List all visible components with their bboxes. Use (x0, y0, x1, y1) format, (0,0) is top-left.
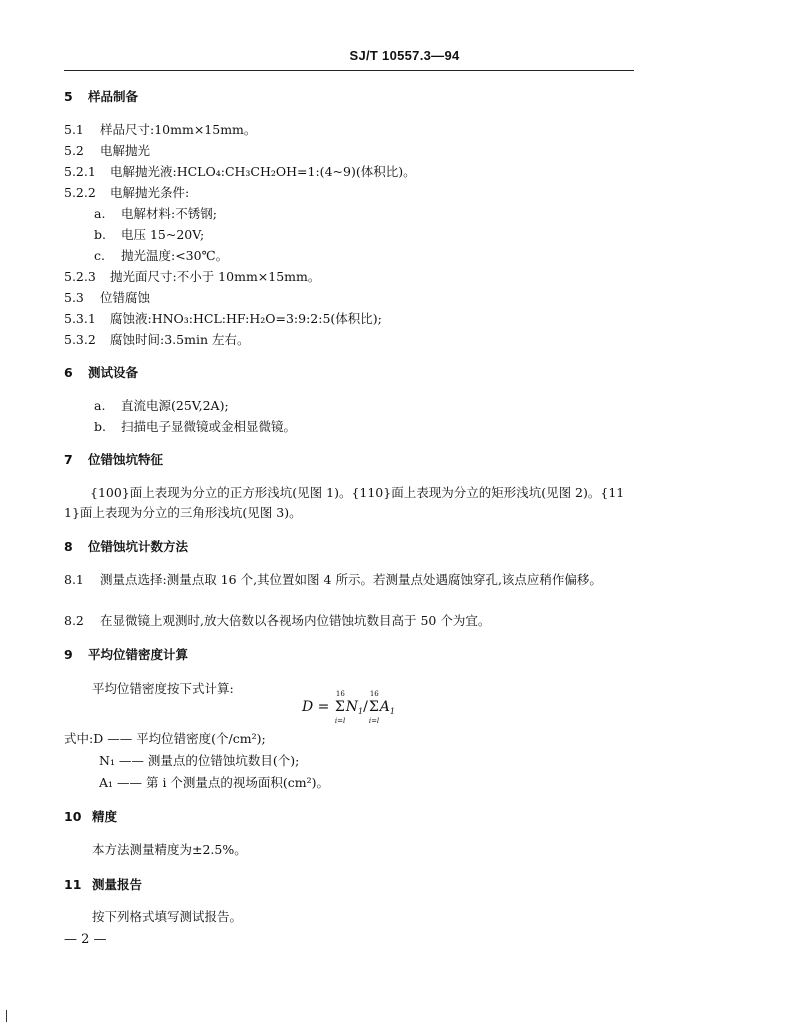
section-10-heading (64, 808, 117, 826)
clause-5-2-1 (64, 163, 416, 181)
section-8-heading (64, 538, 188, 556)
clause-number: 5.2.1 (64, 164, 96, 179)
list-item-label: a. (94, 398, 106, 413)
clause-number: 5.3 (64, 290, 84, 305)
page-number: — 2 — (64, 932, 107, 947)
formula-n-subscript: 1 (358, 707, 364, 716)
clause-text: 电解抛光条件: (110, 185, 190, 200)
section-number: 8 (64, 539, 73, 554)
clause-text: 电解抛光 (100, 143, 151, 158)
density-formula (302, 690, 395, 725)
section-title: 样品制备 (88, 89, 139, 104)
list-item-label: b. (94, 227, 106, 242)
clause-text: 抛光面尺寸:不小于 10mm×15mm。 (110, 269, 321, 284)
list-item (94, 418, 296, 436)
list-item (94, 397, 229, 415)
list-item-label: c. (94, 248, 105, 263)
formula-lhs: D = (302, 699, 334, 715)
clause-5-3-2 (64, 331, 249, 349)
clause-text: 电解抛光液:HCLO₄:CH₃CH₂OH=1:(4~9)(体积比)。 (110, 164, 416, 179)
list-item (94, 226, 204, 244)
list-item-text: 抛光温度:<30℃。 (121, 248, 229, 263)
formula-intro: 平均位错密度按下式计算: (92, 681, 234, 696)
formula-n: N (345, 699, 359, 715)
scan-edge-mark (6, 1010, 7, 1022)
section-number: 10 (64, 809, 82, 824)
section-title: 平均位错密度计算 (88, 647, 189, 662)
clause-5-2 (64, 142, 150, 160)
section-number: 5 (64, 89, 73, 104)
section-10-text: 本方法测量精度为±2.5%。 (92, 842, 247, 857)
clause-5-3 (64, 289, 150, 307)
section-title: 位错蚀坑计数方法 (88, 539, 189, 554)
section-title: 精度 (92, 809, 118, 824)
formula-a-subscript: 1 (389, 707, 395, 716)
list-item-text: 电解材料:不锈钢; (121, 206, 217, 221)
section-11-text: 按下列格式填写测试报告。 (92, 909, 243, 924)
clause-text: 腐蚀液:HNO₃:HCL:HF:H₂O=3:9:2:5(体积比); (110, 311, 382, 326)
list-item (94, 205, 217, 223)
list-item-text: 电压 15~20V; (121, 227, 205, 242)
section-5-heading (64, 88, 138, 106)
clause-5-2-3 (64, 268, 320, 286)
clause-number: 5.3.1 (64, 311, 96, 326)
clause-5-1 (64, 121, 256, 139)
section-number: 11 (64, 877, 82, 892)
clause-8-2 (64, 612, 490, 630)
formula-where-line: A₁ —— 第 i 个测量点的视场面积(cm²)。 (99, 775, 330, 790)
sum-symbol: 16 Σ i=l (334, 690, 346, 725)
list-item-label: a. (94, 206, 106, 221)
section-title: 测量报告 (92, 877, 143, 892)
formula-where-line: N₁ —— 测量点的位错蚀坑数目(个); (99, 753, 300, 768)
clause-number: 5.2 (64, 143, 84, 158)
sum-upper-limit: 16 (369, 690, 379, 698)
clause-5-3-1 (64, 310, 382, 328)
list-item-label: b. (94, 419, 106, 434)
formula-where-line: 式中:D —— 平均位错密度(个/cm²); (64, 731, 266, 746)
section-9-heading (64, 646, 188, 664)
sum-lower-limit: i=l (334, 717, 346, 725)
clause-number: 5.3.2 (64, 332, 96, 347)
list-item-text: 直流电源(25V,2A); (121, 398, 229, 413)
list-item (94, 247, 228, 265)
section-title: 位错蚀坑特征 (88, 452, 164, 467)
clause-text: 腐蚀时间:3.5min 左右。 (110, 332, 250, 347)
section-number: 6 (64, 365, 73, 380)
clause-number: 8.2 (64, 613, 84, 628)
clause-8-1 (64, 570, 636, 590)
sum-upper-limit: 16 (335, 690, 345, 698)
section-11-heading (64, 876, 142, 894)
clause-number: 5.2.3 (64, 269, 96, 284)
formula-slash: / (363, 699, 368, 715)
clause-text: 在显微镜上观测时,放大倍数以各视场内位错蚀坑数目高于 50 个为宜。 (100, 613, 491, 628)
standard-code-header: SJ/T 10557.3—94 (349, 48, 460, 63)
section-title: 测试设备 (88, 365, 139, 380)
section-6-heading (64, 364, 138, 382)
section-number: 7 (64, 452, 73, 467)
header-divider (64, 70, 634, 71)
sum-lower-limit: i=l (368, 717, 380, 725)
sum-symbol: 16 Σ i=l (368, 690, 380, 725)
clause-5-2-2 (64, 184, 189, 202)
clause-number: 5.2.2 (64, 185, 96, 200)
clause-number: 8.1 (64, 572, 84, 587)
section-number: 9 (64, 647, 73, 662)
list-item-text: 扫描电子显微镜或金相显微镜。 (121, 419, 297, 434)
clause-text: 样品尺寸:10mm×15mm。 (100, 122, 257, 137)
clause-text: 测量点选择:测量点取 16 个,其位置如图 4 所示。若测量点处遇腐蚀穿孔,该点应稍作偏移。 (100, 572, 602, 587)
clause-number: 5.1 (64, 122, 84, 137)
section-7-heading (64, 451, 163, 469)
clause-text: 位错腐蚀 (100, 290, 151, 305)
formula-a: A (379, 699, 390, 715)
section-7-paragraph: {100}面上表现为分立的正方形浅坑(见图 1)。{110}面上表现为分立的矩形浅坑(见图 2)。{111}面上表现为分立的三角形浅坑(见图 3)。 (64, 485, 625, 520)
